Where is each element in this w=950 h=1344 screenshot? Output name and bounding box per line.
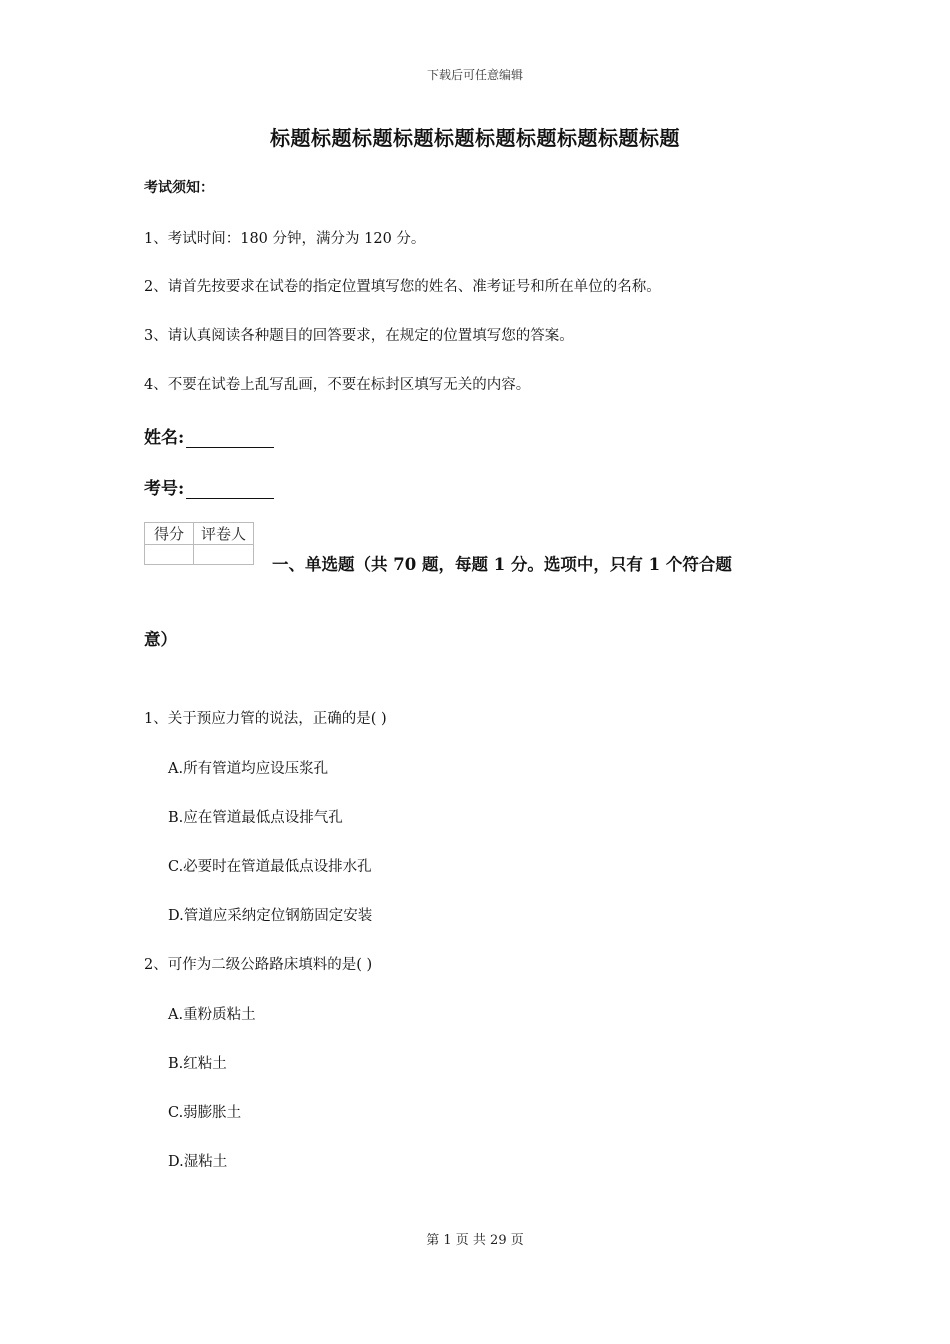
question-option[interactable]: A.重粉质粘土 — [168, 1007, 256, 1023]
question-option[interactable]: D.湿粘土 — [168, 1154, 228, 1170]
question-option[interactable]: C.必要时在管道最低点设排水孔 — [168, 859, 372, 875]
section-heading-continued: 意） — [144, 630, 177, 649]
document-title: 标题标题标题标题标题标题标题标题标题标题 — [270, 126, 680, 150]
question-option[interactable]: B.红粘土 — [168, 1056, 227, 1072]
question-option[interactable]: A.所有管道均应设压浆孔 — [168, 761, 329, 777]
score-cell[interactable] — [145, 545, 194, 565]
question-stem: 2、可作为二级公路路床填料的是( ) — [144, 957, 373, 973]
exam-number-field[interactable] — [144, 474, 274, 499]
grader-cell[interactable] — [194, 545, 254, 565]
notice-item: 2、请首先按要求在试卷的指定位置填写您的姓名、准考证号和所在单位的名称。 — [144, 279, 661, 295]
exam-number-blank[interactable] — [186, 480, 274, 499]
name-label: 姓名: — [144, 428, 185, 448]
notice-heading: 考试须知： — [144, 180, 214, 196]
exam-number-label: 考号: — [144, 479, 185, 499]
section-heading: 一、单选题（共 70 题，每题 1 分。选项中，只有 1 个符合题 — [272, 555, 732, 574]
grader-header: 评卷人 — [194, 523, 254, 545]
name-blank[interactable] — [186, 429, 274, 448]
page-footer: 第 1 页 共 29 页 — [426, 1233, 524, 1248]
header-note: 下载后可任意编辑 — [426, 68, 523, 82]
question-option[interactable]: C.弱膨胀土 — [168, 1105, 242, 1121]
notice-item: 1、考试时间：180 分钟，满分为 120 分。 — [144, 231, 426, 247]
question-option[interactable]: D.管道应采纳定位钢筋固定安装 — [168, 908, 373, 924]
notice-item: 3、请认真阅读各种题目的回答要求，在规定的位置填写您的答案。 — [144, 328, 574, 344]
notice-item: 4、不要在试卷上乱写乱画，不要在标封区填写无关的内容。 — [144, 377, 531, 393]
question-stem: 1、关于预应力管的说法，正确的是( ) — [144, 711, 387, 727]
name-field[interactable] — [144, 423, 274, 448]
score-header: 得分 — [145, 523, 194, 545]
score-table — [144, 522, 254, 565]
question-option[interactable]: B.应在管道最低点设排气孔 — [168, 810, 343, 826]
